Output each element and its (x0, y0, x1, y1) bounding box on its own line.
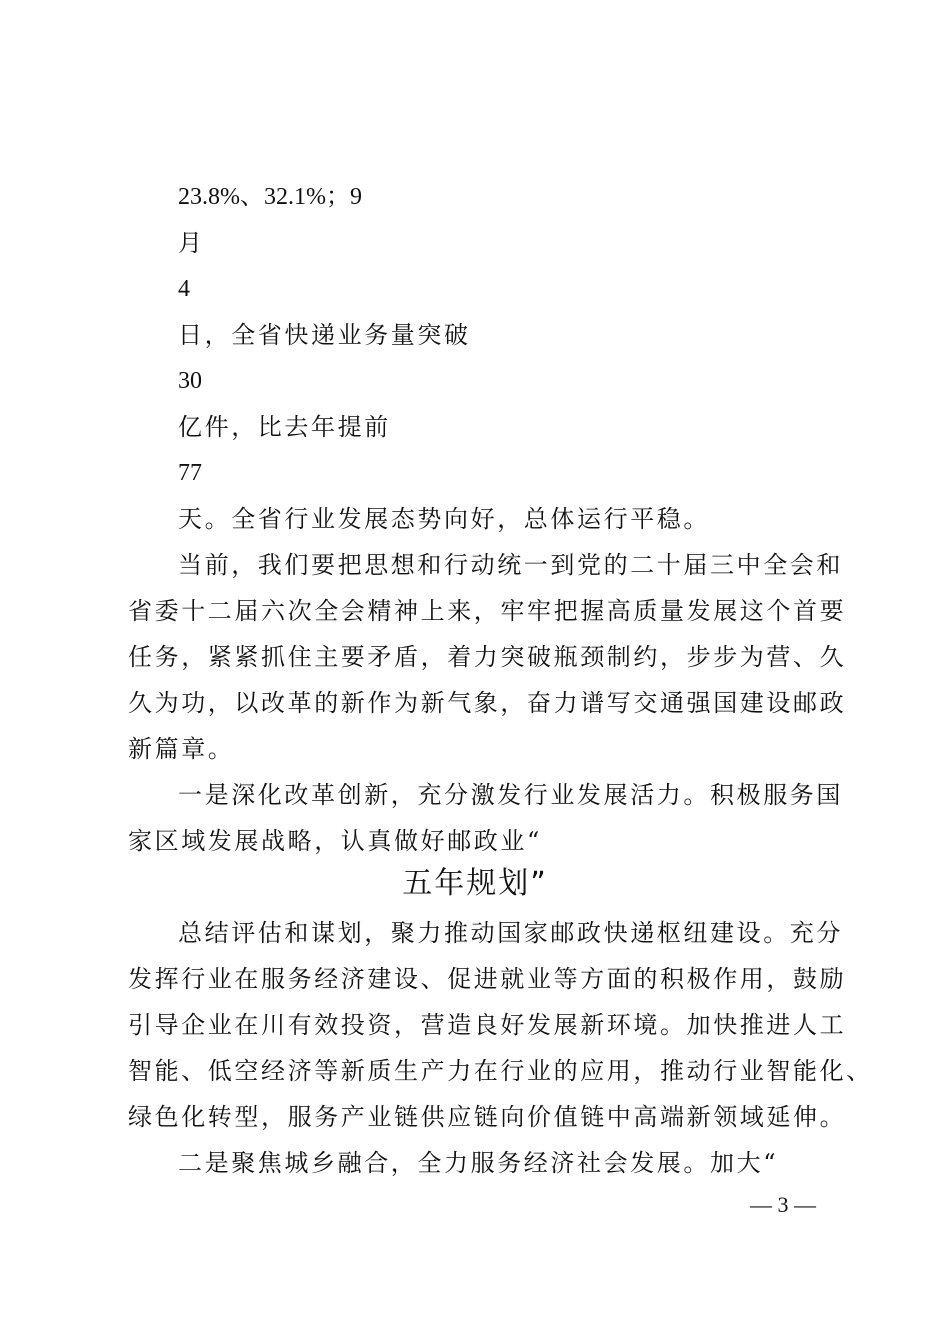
text-fragment-5: 30 (178, 368, 202, 394)
page-number: — 3 — (750, 1192, 816, 1217)
paragraph-2-line-1: 一是深化改革创新，充分激发行业发展活力。积极服务国 (178, 781, 843, 809)
paragraph-3-line-2: 发挥行业在服务经济建设、促进就业等方面的积极作用，鼓励 (128, 965, 847, 993)
paragraph-3-line-3: 引导企业在川有效投资，营造良好发展新环境。加快推进人工 (128, 1011, 847, 1039)
paragraph-3-line-1: 总结评估和谋划，聚力推动国家邮政快递枢纽建设。充分 (178, 919, 843, 947)
paragraph-2-line-2: 家区域发展战略，认真做好邮政业“ (128, 827, 542, 855)
text-fragment-6: 亿件，比去年提前 (178, 413, 391, 441)
paragraph-4-line-1: 二是聚焦城乡融合，全力服务经济社会发展。加大“ (178, 1149, 779, 1177)
text-fragment-2: 月 (178, 229, 205, 257)
section-heading: 五年规划” (402, 866, 548, 901)
text-fragment-7: 77 (178, 460, 202, 486)
paragraph-1-line-3: 任务，紧紧抓住主要矛盾，着力突破瓶颈制约，步步为营、久 (128, 643, 847, 671)
text-fragment-3: 4 (178, 276, 190, 302)
paragraph-1-line-4: 久为功，以改革的新作为新气象，奋力谱写交通强国建设邮政 (128, 689, 847, 717)
paragraph-3-line-5: 绿色化转型，服务产业链供应链向价值链中高端新领域延伸。 (128, 1103, 847, 1131)
text-fragment-1: 23.8%、32.1%；9 (178, 184, 362, 210)
text-fragment-4: 日，全省快递业务量突破 (178, 321, 471, 349)
paragraph-1-line-5: 新篇章。 (128, 735, 235, 763)
text-fragment-8: 天。全省行业发展态势向好，总体运行平稳。 (178, 505, 710, 533)
paragraph-1-line-1: 当前，我们要把思想和行动统一到党的二十届三中全会和 (178, 551, 843, 579)
paragraph-1-line-2: 省委十二届六次全会精神上来，牢牢把握高质量发展这个首要 (128, 597, 847, 625)
paragraph-3-line-4: 智能、低空经济等新质生产力在行业的应用，推动行业智能化、 (128, 1057, 873, 1085)
